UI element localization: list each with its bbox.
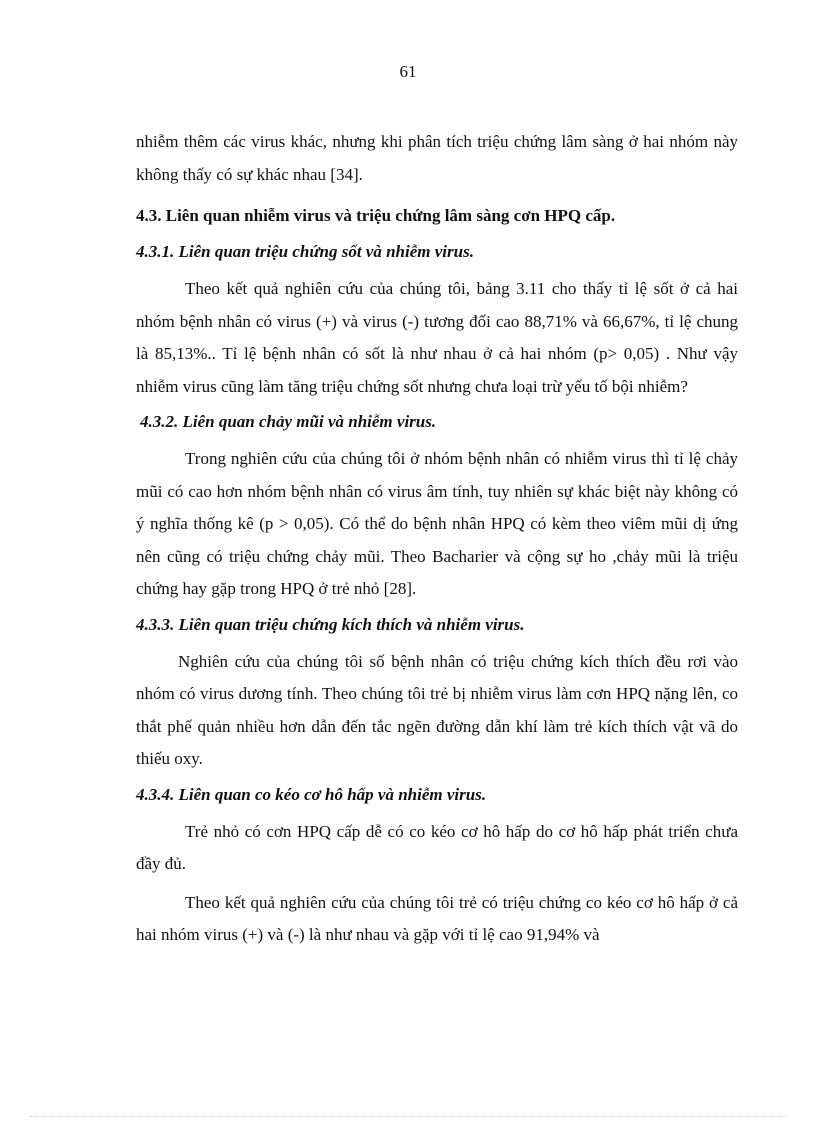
subsection-heading-4-3-3: 4.3.3. Liên quan triệu chứng kích thích và nhiễm virus. [136,614,525,634]
paragraph-retraction-a: Trẻ nhỏ có cơn HPQ cấp dễ có co kéo cơ hô hấp do cơ hô hấp phát triển chưa đầy đủ. [136,821,738,873]
paragraph-runny-nose: Trong nghiên cứu của chúng tôi ở nhóm bệnh nhân có nhiễm virus thì tỉ lệ chảy mũi có cao hơn nhóm bệnh nhân có virus âm tính, tuy nhiên sự khác biệt này không có ý nghĩa thống kê (p > 0,05). Có thể do bệnh nhân HPQ có kèm theo viêm mũi dị ứng nên cũng có triệu chứng chảy mũi. Theo Bacharier và cộng sự ho ,chảy mũi là triệu chứng hay gặp trong HPQ ở trẻ nhỏ [28]. [136,449,738,598]
page-bottom-divider [30,1116,786,1117]
section-heading-4-3: 4.3. Liên quan nhiễm virus và triệu chứng lâm sàng cơn HPQ cấp. [136,206,616,225]
paragraph-fever: Theo kết quả nghiên cứu của chúng tôi, bảng 3.11 cho thấy tỉ lệ sốt ở cả hai nhóm bệnh nhân có virus (+) và virus (-) tương đối cao 88,71% và 66,67%, tỉ lệ chung là 85,13%.. Tỉ lệ bệnh nhân có sốt là như nhau ở cả hai nhóm (p> 0,05) . Như vậy nhiễm virus cũng làm tăng triệu chứng sốt nhưng chưa loại trừ yếu tố bội nhiễm? [136,279,738,396]
paragraph-retraction-b: Theo kết quả nghiên cứu của chúng tôi trẻ có triệu chứng co kéo cơ hô hấp ở cả hai nhóm virus (+) và (-) là như nhau và gặp với tỉ lệ cao 91,94% và [136,892,738,944]
subsection-heading-4-3-4: 4.3.4. Liên quan co kéo cơ hô hấp và nhiễm virus. [136,784,487,804]
paragraph-intro: nhiễm thêm các virus khác, nhưng khi phân tích triệu chứng lâm sàng ở hai nhóm này không thấy có sự khác nhau [34]. [136,132,738,184]
document-body [136,126,738,952]
subsection-heading-4-3-1: 4.3.1. Liên quan triệu chứng sốt và nhiễm virus. [136,242,474,261]
paragraph-agitation: Nghiên cứu của chúng tôi số bệnh nhân có triệu chứng kích thích đều rơi vào nhóm có virus dương tính. Theo chúng tôi trẻ bị nhiễm virus làm cơn HPQ nặng lên, co thắt phế quản nhiều hơn dẫn đến tắc ngẽn đường dẫn khí làm trẻ kích thích vật vã do thiếu oxy. [136,651,738,768]
page-number: 61 [399,62,417,81]
subsection-heading-4-3-2: 4.3.2. Liên quan chảy mũi và nhiễm virus. [140,412,437,431]
